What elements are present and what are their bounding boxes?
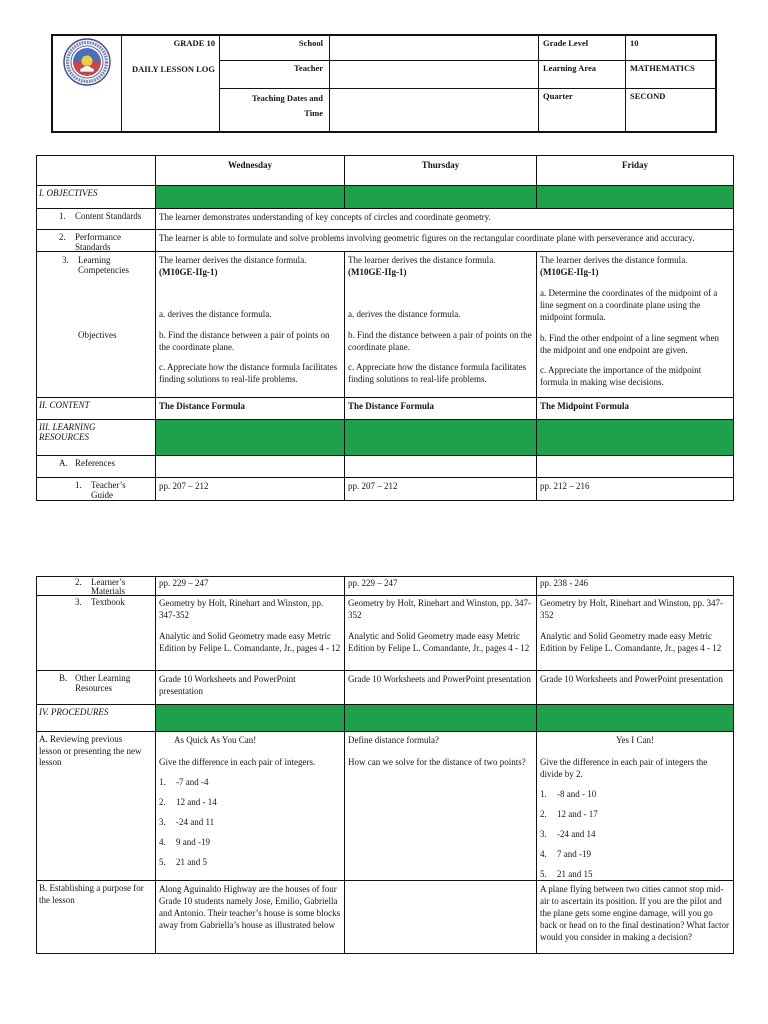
teachers-guide-thursday: pp. 207 – 212 [345, 478, 536, 500]
list-text: 7 and -19 [557, 849, 591, 859]
item-label: Textbook [91, 597, 125, 607]
procedure-label-text: A. Reviewing previous lesson or presenting the new lesson [39, 734, 142, 767]
list-number: 5. [159, 857, 166, 867]
competencies-label [40, 255, 152, 275]
objective-c: c. Appreciate the importance of the midpoint formula in making wise decisions. [540, 365, 702, 387]
teacher-value [330, 61, 538, 88]
list-text: -8 and - 10 [557, 789, 597, 799]
references-label [37, 456, 155, 477]
procedures-fill-friday [537, 705, 733, 731]
item-label: References [75, 458, 115, 468]
day-header-thursday: Thursday [345, 156, 536, 185]
competencies-wednesday [156, 252, 344, 397]
competency-intro: The learner derives the distance formula. [348, 255, 496, 265]
objectives-fill-thursday [345, 186, 536, 208]
learners-materials-label [37, 577, 155, 595]
item-number: 3. [75, 597, 82, 607]
activity-instruction: Give the difference in each pair of integers the divide by 2. [540, 757, 708, 779]
list-number: 1. [540, 789, 547, 799]
item-number: 3. [62, 255, 69, 265]
teachers-guide-wednesday: pp. 207 – 212 [156, 478, 344, 500]
textbook-label [37, 596, 155, 670]
procedure-label-text: B. Establishing a purpose for the lesson [39, 883, 144, 905]
objectives-label: Objectives [78, 330, 117, 340]
competency-intro: The learner derives the distance formula. [159, 255, 307, 265]
textbook-reference-2: Analytic and Solid Geometry made easy Metric Edition by Felipe L. Comandante, Jr., pages 4 - 12 [348, 631, 530, 653]
textbook-reference-1: Geometry by Holt, Rinehart and Winston, pp. 347-352 [540, 598, 723, 620]
school-value [330, 36, 538, 60]
competency-code: (M10GE-IIg-1) [540, 267, 599, 277]
item-label: Performance Standards [75, 232, 121, 251]
competencies-label-cell [37, 252, 155, 397]
review-lesson-label [37, 732, 155, 880]
activity-title: As Quick As You Can! [174, 735, 257, 745]
section-label-text: III. LEARNING RESOURCES [39, 422, 96, 442]
learning-resources-section-label [37, 420, 155, 455]
content-wednesday: The Distance Formula [156, 398, 344, 419]
procedures-fill-wednesday [156, 705, 344, 731]
list-text: -24 and 11 [176, 817, 215, 827]
list-item [159, 796, 341, 808]
list-text: -7 and -4 [176, 777, 209, 787]
list-item [540, 828, 730, 840]
review-activity-wednesday [156, 732, 344, 880]
day-header-wednesday: Wednesday [156, 156, 344, 185]
objective-c: c. Appreciate how the distance formula facilitates finding solutions to real-life problems. [159, 362, 338, 384]
item-label: Content Standards [75, 211, 142, 221]
content-thursday: The Distance Formula [345, 398, 536, 419]
learners-materials-thursday: pp. 229 – 247 [345, 577, 536, 595]
teachers-guide-label [37, 478, 155, 500]
content-friday: The Midpoint Formula [537, 398, 733, 419]
list-item [159, 836, 341, 848]
list-item [540, 848, 730, 860]
textbook-friday [537, 596, 733, 670]
list-number: 3. [540, 829, 547, 839]
corner-cell [37, 156, 155, 185]
teaching-dates-value [330, 89, 538, 131]
review-question-1: Define distance formula? [348, 735, 439, 745]
logo-cell [53, 36, 121, 131]
list-text: 12 and - 14 [176, 797, 217, 807]
objective-b: b. Find the other endpoint of a line segment when the midpoint and one endpoint are given. [540, 333, 719, 355]
purpose-friday: A plane flying between two cities cannot stop mid-air to ascertain its position. If you are the pilot and the plane gets some engine damage, will you go back or head on to the final destination? What factor would you consider in making a decision? [537, 881, 733, 953]
list-item [540, 788, 730, 800]
objectives-fill-wednesday [156, 186, 344, 208]
item-number: A. [59, 458, 68, 468]
establishing-purpose-label [37, 881, 155, 953]
procedures-section-label: IV. PROCEDURES [37, 705, 155, 731]
lesson-log-table-part-1 [36, 155, 734, 501]
day-header-friday: Friday [537, 156, 733, 185]
activity-title: Yes I Can! [615, 735, 655, 745]
textbook-reference-2: Analytic and Solid Geometry made easy Metric Edition by Felipe L. Comandante, Jr., pages 4 - 12 [540, 631, 722, 653]
item-label: Teacher’s Guide [91, 480, 126, 500]
list-text: -24 and 14 [557, 829, 596, 839]
teachers-guide-friday: pp. 212 – 216 [537, 478, 733, 500]
competency-intro: The learner derives the distance formula. [540, 255, 688, 265]
list-item [159, 776, 341, 788]
list-text: 21 and 15 [557, 869, 593, 879]
list-item [159, 856, 341, 868]
objective-c: c. Appreciate how the distance formula facilitates finding solutions to real-life problems. [348, 362, 527, 384]
quarter-value: SECOND [626, 89, 715, 131]
learners-materials-friday: pp. 238 - 246 [537, 577, 733, 595]
learning-area-label: Learning Area [539, 61, 625, 88]
list-item [540, 868, 730, 880]
review-activity-thursday [345, 732, 536, 880]
item-number: 2. [59, 232, 66, 242]
competency-code: (M10GE-IIg-1) [348, 267, 407, 277]
textbook-reference-1: Geometry by Holt, Rinehart and Winston, pp. 347-352 [159, 598, 324, 620]
references-friday [537, 456, 733, 477]
lesson-log-table-part-2 [36, 576, 734, 954]
list-item [159, 816, 341, 828]
objective-a: a. derives the distance formula. [348, 309, 461, 319]
list-text: 12 and - 17 [557, 809, 598, 819]
other-resources-thursday: Grade 10 Worksheets and PowerPoint presentation [345, 671, 536, 704]
objective-b: b. Find the distance between a pair of points on the coordinate plane. [159, 330, 330, 352]
header-table [51, 34, 717, 133]
purpose-wednesday: Along Aguinaldo Highway are the houses of four Grade 10 students namely Jose, Emilio, Gabriella and Antonio. Their teacher’s house is some blocks away from Gabriella’s house as illustrated below [156, 881, 344, 953]
list-text: 9 and -19 [176, 837, 210, 847]
review-activity-friday [537, 732, 733, 880]
other-resources-wednesday: Grade 10 Worksheets and PowerPoint presentation [156, 671, 344, 704]
performance-standards-text: The learner is able to formulate and solve problems involving geometric figures on the rectangular coordinate plane with perseverance and accuracy. [156, 230, 733, 251]
textbook-thursday [345, 596, 536, 670]
list-number: 3. [159, 817, 166, 827]
daily-lesson-log-title: DAILY LESSON LOG [132, 64, 215, 74]
list-number: 5. [540, 869, 547, 879]
learners-materials-wednesday: pp. 229 – 247 [156, 577, 344, 595]
procedures-fill-thursday [345, 705, 536, 731]
teacher-label: Teacher [220, 61, 329, 88]
purpose-thursday [345, 881, 536, 953]
grade-level-label: Grade Level [539, 36, 625, 60]
item-number: 1. [75, 480, 82, 490]
content-standards-label [37, 209, 155, 229]
teaching-dates-cell [220, 89, 329, 131]
review-question-2: How can we solve for the distance of two points? [348, 757, 526, 767]
resources-fill-friday [537, 420, 733, 455]
objectives-section-label: I. OBJECTIVES [37, 186, 155, 208]
grade-level-value: 10 [626, 36, 715, 60]
list-number: 2. [159, 797, 166, 807]
objectives-fill-friday [537, 186, 733, 208]
references-thursday [345, 456, 536, 477]
performance-standards-label [37, 230, 155, 251]
list-item [540, 808, 730, 820]
other-resources-friday: Grade 10 Worksheets and PowerPoint presentation [537, 671, 733, 704]
item-label: Other Learning Resources [75, 673, 131, 693]
list-number: 2. [540, 809, 547, 819]
objective-a: a. Determine the coordinates of the midpoint of a line segment on a coordinate plane using the midpoint formula. [540, 288, 718, 322]
resources-fill-wednesday [156, 420, 344, 455]
list-text: 21 and 5 [176, 857, 207, 867]
textbook-wednesday [156, 596, 344, 670]
activity-instruction: Give the difference in each pair of integers. [159, 757, 316, 767]
content-section-label: II. CONTENT [37, 398, 155, 419]
item-number: B. [59, 673, 68, 683]
item-number: 1. [59, 211, 66, 221]
competencies-thursday [345, 252, 536, 397]
competency-code: (M10GE-IIg-1) [159, 267, 218, 277]
grade-title: GRADE 10 [173, 38, 215, 48]
objective-b: b. Find the distance between a pair of points on the coordinate plane. [348, 330, 532, 352]
resources-fill-thursday [345, 420, 536, 455]
teaching-dates-label: Teaching Dates and Time [251, 93, 323, 118]
item-label: Learner’s Materials [91, 577, 126, 595]
objective-a: a. derives the distance formula. [159, 309, 272, 319]
list-number: 4. [540, 849, 547, 859]
title-cell [122, 36, 219, 131]
quarter-label: Quarter [539, 89, 625, 131]
textbook-reference-2: Analytic and Solid Geometry made easy Metric Edition by Felipe L. Comandante, Jr., pages 4 - 12 [159, 631, 341, 653]
item-number: 2. [75, 577, 82, 587]
other-resources-label [37, 671, 155, 704]
textbook-reference-1: Geometry by Holt, Rinehart and Winston, pp. 347-352 [348, 598, 531, 620]
learning-area-value: MATHEMATICS [626, 61, 715, 88]
deped-seal-icon [63, 38, 111, 86]
school-label: School [220, 36, 329, 60]
references-wednesday [156, 456, 344, 477]
competencies-friday [537, 252, 733, 397]
item-label: Learning Competencies [78, 255, 129, 275]
list-number: 1. [159, 777, 166, 787]
content-standards-text: The learner demonstrates understanding of key concepts of circles and coordinate geometry. [156, 209, 733, 229]
list-number: 4. [159, 837, 166, 847]
